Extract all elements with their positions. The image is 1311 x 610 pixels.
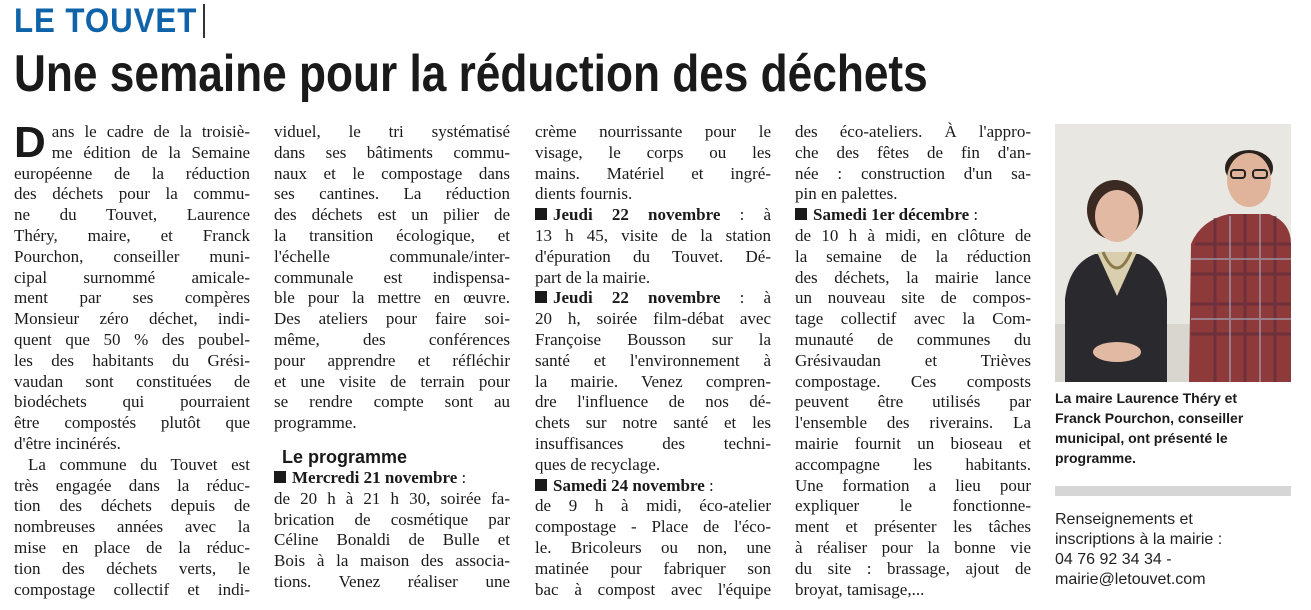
text-line: dre l'influence de nos dé- — [535, 392, 771, 412]
text-line: ne du Touvet, Laurence — [14, 205, 250, 225]
text-line: un nouveau site de compos- — [795, 288, 1031, 308]
text-line: les des habitants du Grési- — [14, 350, 250, 370]
spacer — [274, 434, 510, 446]
text-line: dients fournis. — [535, 184, 633, 204]
text-line: expliquer le fonctionne- — [795, 496, 1031, 516]
text-line: Céline Bonaldi de Bulle et — [274, 530, 510, 550]
text-line: même, des conférences — [274, 329, 510, 349]
text-line: dans ses bâtiments commu- — [274, 142, 510, 162]
text-line: visage, le corps ou les — [535, 142, 771, 162]
text-line: compostage - Place de l'éco- — [535, 517, 771, 537]
text-line: 13 h 45, visite de la station — [535, 225, 771, 245]
text-line: Bois à la maison des associa- — [274, 551, 510, 571]
text-line: chets sur notre santé et les — [535, 413, 771, 433]
text-line: crème nourrissante pour le — [535, 122, 771, 141]
text-line: brication de cosmétique par — [274, 509, 510, 529]
text-line: compostage. Ces composts — [795, 371, 1031, 391]
text-line: broyat, tamisage,... — [795, 579, 925, 599]
text-line: européenne de la réduction — [14, 163, 250, 183]
info-phone: 04 76 92 34 34 - — [1055, 551, 1172, 568]
text-line: nombreuses années avec la — [14, 517, 250, 537]
text-line: naux et le compostage dans — [274, 163, 510, 183]
article-column-2 — [274, 122, 510, 610]
text-line: des déchets, la mairie lance — [795, 267, 1031, 287]
text-line: Une formation a lieu pour — [795, 475, 1031, 495]
text-line: la transition écologique, et — [274, 225, 510, 245]
text-line — [535, 476, 771, 497]
text-line — [535, 288, 771, 309]
text-line — [274, 468, 510, 489]
text-line: vaudan sont constituées de — [14, 371, 250, 391]
event-date-punct: : — [969, 205, 979, 225]
info-divider — [1055, 486, 1291, 496]
text-line: Françoise Bousson sur la — [535, 329, 771, 349]
text-line: Grésivaudan et Trièves — [795, 350, 1031, 370]
text-line: Pourchon, conseiller muni- — [14, 246, 250, 266]
square-bullet-icon — [795, 208, 807, 220]
caption-line: programme. — [1055, 450, 1136, 466]
text-line: tions. Venez réaliser une — [274, 571, 510, 591]
text-line — [535, 205, 771, 226]
article-column-4 — [795, 122, 1031, 610]
headline: Une semaine pour la réduction des déchets — [14, 45, 928, 103]
text-line: part de la mairie. — [535, 267, 651, 287]
text-line: bac à compost avec l'équipe — [535, 579, 771, 599]
info-box — [1055, 510, 1295, 590]
article-column-1 — [14, 122, 250, 610]
text-line: tage collectif avec la Com- — [795, 309, 1031, 329]
text-line: l'échelle communale/inter- — [274, 246, 510, 266]
text-line: accompagne les habitants. — [795, 454, 1031, 474]
text-line: ment et présenter les tâches — [795, 517, 1031, 537]
square-bullet-icon — [274, 471, 286, 483]
text-line: être compostés plutôt que — [14, 413, 250, 433]
text-line: munauté de communes du — [795, 329, 1031, 349]
text-line: se rendre compte sont au — [274, 392, 510, 412]
text-line: pin en palettes. — [795, 184, 898, 204]
event-date-punct: : — [704, 475, 714, 495]
caption-line: municipal, ont présenté le — [1055, 430, 1228, 446]
text-line: ment par ses compères — [14, 288, 250, 308]
text-line: santé et l'environnement à — [535, 350, 771, 370]
text-line: matinée pour fabriquer son — [535, 558, 771, 578]
info-line: Renseignements et — [1055, 511, 1193, 528]
text-line: de 10 h à midi, en clôture de — [795, 225, 1031, 245]
square-bullet-icon — [535, 291, 547, 303]
text-line: insuffisances des techni- — [535, 433, 771, 453]
text-line: La commune du Touvet est — [28, 454, 250, 474]
text-line: che des fêtes de fin d'an- — [795, 142, 1031, 162]
text-line: ses cantines. La réduction — [274, 184, 510, 204]
photo-caption — [1055, 388, 1291, 468]
info-line: inscriptions à la mairie : — [1055, 531, 1223, 548]
text-line: Des ateliers pour faire soi- — [274, 309, 510, 329]
text-line: tion des déchets depuis de — [14, 496, 250, 516]
text-line: compostage collectif et indi- — [14, 579, 250, 599]
text-line: ble pour la mettre en œuvre. — [274, 288, 510, 308]
caption-line: La maire Laurence Théry et — [1055, 390, 1238, 406]
rubric-label: LE TOUVET — [14, 2, 198, 40]
text-line: née : construction d'un sa- — [795, 163, 1031, 183]
text-line — [795, 205, 1031, 226]
photo-illustration — [1055, 124, 1291, 382]
event-date: Samedi 1er décembre — [813, 205, 970, 225]
text-line: 20 h, soirée film-débat avec — [535, 309, 771, 329]
drop-cap: D — [14, 122, 46, 167]
text-line: mise en place de la réduc- — [14, 537, 250, 557]
text-line: du site : brassage, ajout de — [795, 558, 1031, 578]
event-date-punct: : — [457, 467, 467, 487]
section-heading: Le programme — [282, 446, 408, 467]
text-line: d'être incinérés. — [14, 433, 121, 453]
text-line: ans le cadre de la troisiè- — [51, 122, 250, 141]
photo — [1055, 124, 1291, 382]
text-line: viduel, le tri systématisé — [274, 122, 510, 141]
article-column-3 — [535, 122, 771, 610]
text-line: de 9 h à midi, éco-atelier — [535, 496, 771, 516]
text-line: des éco-ateliers. À l'appro- — [795, 122, 1031, 141]
text-line: à réaliser pour la bonne vie — [795, 537, 1031, 557]
text-line: Monsieur zéro déchet, indi- — [14, 309, 250, 329]
text-line: me édition de la Semaine — [51, 142, 250, 162]
text-line: des déchets pour la commu- — [14, 184, 250, 204]
text-line: ques de recyclage. — [535, 454, 661, 474]
event-date: Jeudi 22 novembre — [553, 288, 721, 308]
text-line: très engagée dans la réduc- — [14, 475, 250, 495]
text-line: de 20 h à 21 h 30, soirée fa- — [274, 488, 510, 508]
square-bullet-icon — [535, 479, 547, 491]
event-date: Jeudi 22 novembre — [553, 205, 721, 225]
caption-line: Franck Pourchon, conseiller — [1055, 410, 1244, 426]
text-line: l'ensemble des riverains. La — [795, 413, 1031, 433]
text-line: communale est indispensa- — [274, 267, 510, 287]
text-line: la mairie. Venez compren- — [535, 371, 771, 391]
text-line: des déchets est un pilier de — [274, 205, 510, 225]
event-date-punct: : à — [720, 288, 771, 308]
text-line: quent que 50 % des poubel- — [14, 329, 250, 349]
text-line: Théry, maire, et Franck — [14, 225, 250, 245]
text-line: cipal surnommé amicale- — [14, 267, 250, 287]
text-line: le. Bricoleurs ou non, une — [535, 537, 771, 557]
rubric-divider — [203, 4, 205, 38]
event-date: Samedi 24 novembre — [553, 475, 705, 495]
event-date-punct: : à — [720, 205, 771, 225]
text-line: pour apprendre et réfléchir — [274, 350, 510, 370]
text-line: biodéchets qui pourraient — [14, 392, 250, 412]
text-line: la semaine de la réduction — [795, 246, 1031, 266]
text-line: tion des déchets verts, le — [14, 558, 250, 578]
square-bullet-icon — [535, 208, 547, 220]
text-line: d'épuration du Touvet. Dé- — [535, 246, 771, 266]
info-email: mairie@letouvet.com — [1055, 571, 1206, 588]
text-line: programme. — [274, 413, 357, 433]
text-line: et une visite de terrain pour — [274, 371, 510, 391]
text-line: peuvent être utilisés par — [795, 392, 1031, 412]
text-line: mains. Matériel et ingré- — [535, 163, 771, 183]
event-date: Mercredi 21 novembre — [292, 467, 458, 487]
text-line: mairie fournit un bioseau et — [795, 433, 1031, 453]
